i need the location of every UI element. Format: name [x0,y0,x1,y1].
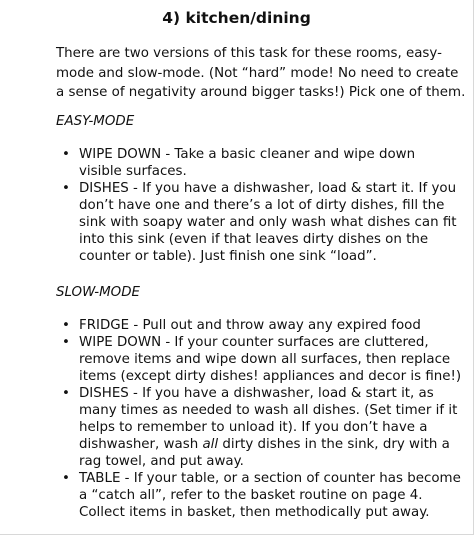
easy-mode-list [62,146,462,265]
list-item-line [79,436,462,453]
line-text: dirty dishes in the sink, dry with a [218,437,450,452]
list-item [62,385,462,470]
list-item [62,470,462,521]
list-item-line: Collect items in basket, then methodically put away. [79,505,430,520]
list-item-line: sink with soapy water and only wash what dishes can fit [79,215,457,230]
intro-line: There are two versions of this task for these rooms, easy- [56,46,442,61]
list-item-line: FRIDGE - Pull out and throw away any expired food [79,318,421,333]
list-item-line: WIPE DOWN - If your counter surfaces are cluttered, [79,335,429,350]
list-item-line: many times as needed to wash all dishes. (Set timer if it [79,403,458,418]
list-item-line: counter or table). Just finish one sink “load”. [79,249,377,264]
bullet-icon: • [62,181,70,196]
list-item-line: helps to remember to unload it). If you don’t have a [79,420,428,435]
bullet-icon: • [62,471,70,486]
bullet-icon: • [62,318,70,333]
list-item [62,146,462,180]
list-item-line: remove items and wipe down all surfaces, then replace [79,352,451,367]
intro-line: mode and slow-mode. (Not “hard” mode! No need to create [56,65,459,81]
slow-mode-heading: SLOW-MODE [56,285,140,300]
section-title: 4) kitchen/dining [162,9,311,27]
emphasis-text: all [202,437,219,452]
bullet-icon: • [62,386,70,401]
list-item-line: into this sink (even if that leaves dirty dishes on the [79,232,429,247]
easy-mode-heading: EASY-MODE [56,114,135,129]
list-item-line: DISHES - If you have a dishwasher, load & start it. If you [79,181,457,196]
bullet-icon: • [62,147,70,162]
list-item-line: WIPE DOWN - Take a basic cleaner and wipe down [79,147,416,162]
intro-line: a sense of negativity around bigger tasks!) Pick one of them. [56,85,466,100]
slow-mode-list [62,317,462,521]
list-item [62,317,462,334]
list-item-line: visible surfaces. [79,164,187,179]
list-item-line: rag towel, and put away. [79,454,244,469]
list-item-line: don’t have one and there’s a lot of dirty dishes, fill the [79,198,445,213]
list-item-line: TABLE - If your table, or a section of counter has become [79,471,461,486]
list-item-line: a “catch all”, refer to the basket routine on page 4. [79,488,423,503]
list-item [62,334,462,385]
list-item [62,180,462,265]
list-item-line: items (except dirty dishes! appliances and decor is fine!) [79,369,462,384]
line-text: dishwasher, wash [79,437,203,452]
list-item-line: DISHES - If you have a dishwasher, load & start it, as [79,386,434,401]
intro-paragraph [56,44,466,103]
bullet-icon: • [62,335,70,350]
